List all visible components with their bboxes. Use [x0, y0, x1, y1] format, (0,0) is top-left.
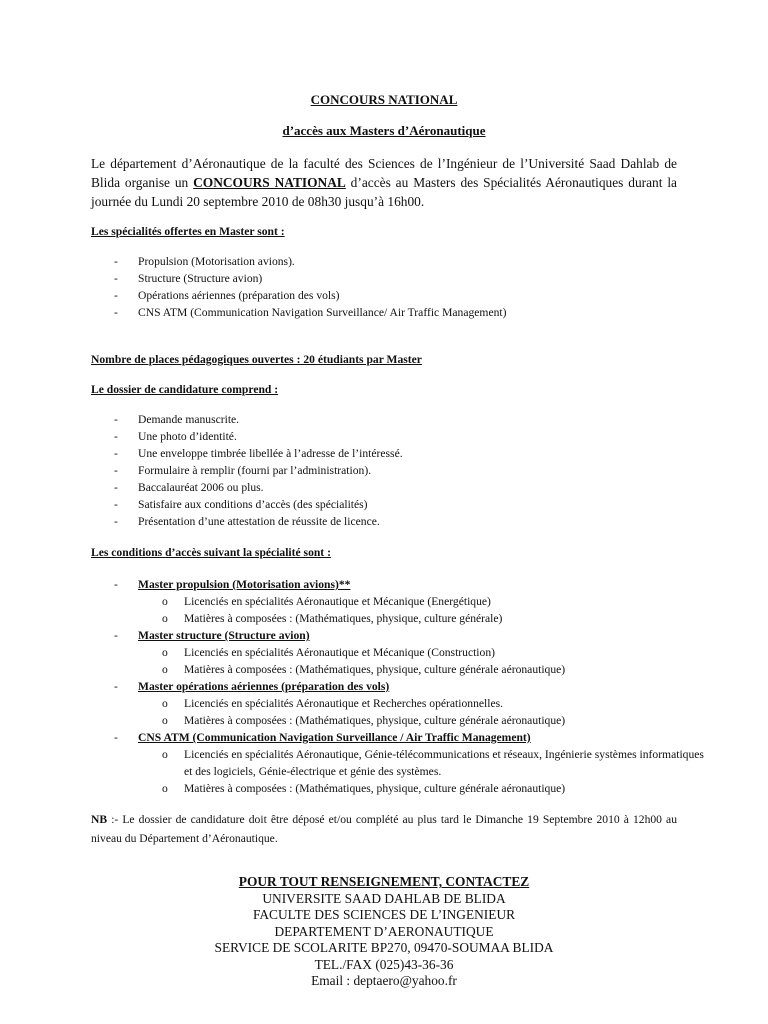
condition-text: Licenciés en spécialités Aéronautique et Mécanique (Construction) — [184, 646, 495, 659]
dash-bullet: - — [114, 255, 118, 268]
places-heading: Nombre de places pédagogiques ouvertes : 20 étudiants par Master — [91, 353, 422, 366]
list-item — [0, 428, 403, 445]
dash-bullet: - — [114, 306, 118, 319]
dossier-heading: Le dossier de candidature comprend : — [91, 383, 279, 396]
specialite-item: Opérations aériennes (préparation des vols) — [138, 289, 340, 302]
list-item — [0, 479, 403, 496]
condition-item — [138, 780, 714, 797]
contact-line: FACULTE DES SCIENCES DE L’INGENIEUR — [252, 907, 516, 922]
specialites-heading: Les spécialités offertes en Master sont : — [91, 225, 285, 238]
master-conditions — [138, 593, 714, 627]
condition-text: Licenciés en spécialités Aéronautique et Mécanique (Energétique) — [184, 595, 491, 608]
specialites-list — [0, 253, 506, 321]
document-title: CONCOURS NATIONAL — [310, 92, 458, 107]
list-item — [0, 462, 403, 479]
specialite-item: CNS ATM (Communication Navigation Surveillance/ Air Traffic Management) — [138, 306, 507, 319]
nb-text: :- Le dossier de candidature doit être déposé et/ou complété au plus tard le Dimanche 19 Septembre 2010 à 12h00 au niveau du Département d’Aéronautique. — [91, 813, 677, 845]
condition-text: Matières à composées : (Mathématiques, physique, culture générale aéronautique) — [184, 714, 566, 727]
dossier-item: Satisfaire aux conditions d’accès (des spécialités) — [138, 498, 368, 511]
specialite-item: Propulsion (Motorisation avions). — [138, 255, 295, 268]
master-title: Master propulsion (Motorisation avions)** — [138, 578, 351, 591]
contact-heading: POUR TOUT RENSEIGNEMENT, CONTACTEZ — [238, 874, 530, 889]
nb-note — [91, 810, 677, 848]
dash-bullet: - — [114, 272, 118, 285]
list-item — [0, 513, 403, 530]
master-title: Master opérations aériennes (préparation des vols) — [138, 680, 390, 693]
list-item — [0, 287, 506, 304]
dash-bullet: - — [114, 447, 118, 460]
dash-bullet: - — [114, 680, 118, 693]
intro-paragraph — [91, 154, 677, 211]
master-title: Master structure (Structure avion) — [138, 629, 310, 642]
dash-bullet: - — [114, 498, 118, 511]
condition-text: Matières à composées : (Mathématiques, physique, culture générale aéronautique) — [184, 782, 566, 795]
dash-bullet: - — [114, 289, 118, 302]
dash-bullet: - — [114, 578, 118, 591]
circle-bullet: o — [162, 748, 168, 761]
contact-line: SERVICE DE SCOLARITE BP270, 09470-SOUMAA BLIDA — [214, 940, 554, 955]
contact-block — [0, 874, 768, 990]
dash-bullet: - — [114, 430, 118, 443]
dossier-item: Une enveloppe timbrée libellée à l’adresse de l’intéressé. — [138, 447, 403, 460]
document-subtitle: d’accès aux Masters d’Aéronautique — [282, 123, 486, 138]
circle-bullet: o — [162, 714, 168, 727]
conditions-list — [0, 576, 714, 797]
condition-item — [138, 746, 714, 780]
master-title: CNS ATM (Communication Navigation Surveillance / Air Traffic Management) — [138, 731, 531, 744]
dossier-list — [0, 411, 403, 530]
dash-bullet: - — [114, 731, 118, 744]
list-item — [0, 304, 506, 321]
condition-item — [138, 712, 714, 729]
dash-bullet: - — [114, 629, 118, 642]
list-item — [0, 411, 403, 428]
dossier-item: Formulaire à remplir (fourni par l’administration). — [138, 464, 372, 477]
intro-bold: CONCOURS NATIONAL — [193, 175, 346, 190]
condition-item — [138, 644, 714, 661]
contact-line: UNIVERSITE SAAD DAHLAB DE BLIDA — [262, 890, 506, 906]
circle-bullet: o — [162, 646, 168, 659]
dossier-item: Demande manuscrite. — [138, 413, 240, 426]
condition-text: Licenciés en spécialités Aéronautique et Recherches opérationnelles. — [184, 697, 504, 710]
dash-bullet: - — [114, 413, 118, 426]
list-item — [0, 253, 506, 270]
dash-bullet: - — [114, 464, 118, 477]
master-item — [0, 576, 714, 627]
dossier-item: Baccalauréat 2006 ou plus. — [138, 481, 264, 494]
dossier-item: Une photo d’identité. — [138, 430, 237, 443]
circle-bullet: o — [162, 697, 168, 710]
specialite-item: Structure (Structure avion) — [138, 272, 263, 285]
master-item — [0, 678, 714, 729]
master-conditions — [138, 695, 714, 729]
condition-item — [138, 593, 714, 610]
dash-bullet: - — [114, 481, 118, 494]
master-conditions — [138, 746, 714, 797]
nb-label: NB — [91, 813, 108, 826]
master-item — [0, 627, 714, 678]
condition-item — [138, 610, 714, 627]
list-item — [0, 270, 506, 287]
condition-text: Matières à composées : (Mathématiques, physique, culture générale aéronautique) — [184, 663, 566, 676]
circle-bullet: o — [162, 612, 168, 625]
contact-line: TEL./FAX (025)43-36-36 — [314, 956, 454, 972]
intro-text-1: Le département d’Aéronautique de la faculté des Sciences de l’Ingénieur de l’Université Saad Dahlab de Blida organise un — [91, 156, 677, 190]
intro-text-2: d’accès au Masters des Spécialités Aéronautiques durant la journée du Lundi 20 septembre 2010 de 08h30 jusqu’à 16h00. — [91, 175, 677, 209]
dash-bullet: - — [114, 515, 118, 528]
condition-text: Matières à composées : (Mathématiques, physique, culture générale) — [184, 612, 503, 625]
dossier-item: Présentation d’une attestation de réussite de licence. — [138, 515, 380, 528]
circle-bullet: o — [162, 663, 168, 676]
list-item — [0, 496, 403, 513]
circle-bullet: o — [162, 782, 168, 795]
conditions-heading: Les conditions d’accès suivant la spécialité sont : — [91, 546, 331, 559]
contact-line: DEPARTEMENT D’AERONAUTIQUE — [274, 923, 494, 939]
condition-text: Licenciés en spécialités Aéronautique, Génie-télécommunications et réseaux, Ingénierie systèmes informatiques et des logiciels, Génie-électrique et génie des systèmes. — [184, 748, 704, 778]
master-conditions — [138, 644, 714, 678]
circle-bullet: o — [162, 595, 168, 608]
condition-item — [138, 661, 714, 678]
contact-email: Email : deptaero@yahoo.fr — [311, 973, 457, 988]
master-item — [0, 729, 714, 797]
list-item — [0, 445, 403, 462]
condition-item — [138, 695, 714, 712]
